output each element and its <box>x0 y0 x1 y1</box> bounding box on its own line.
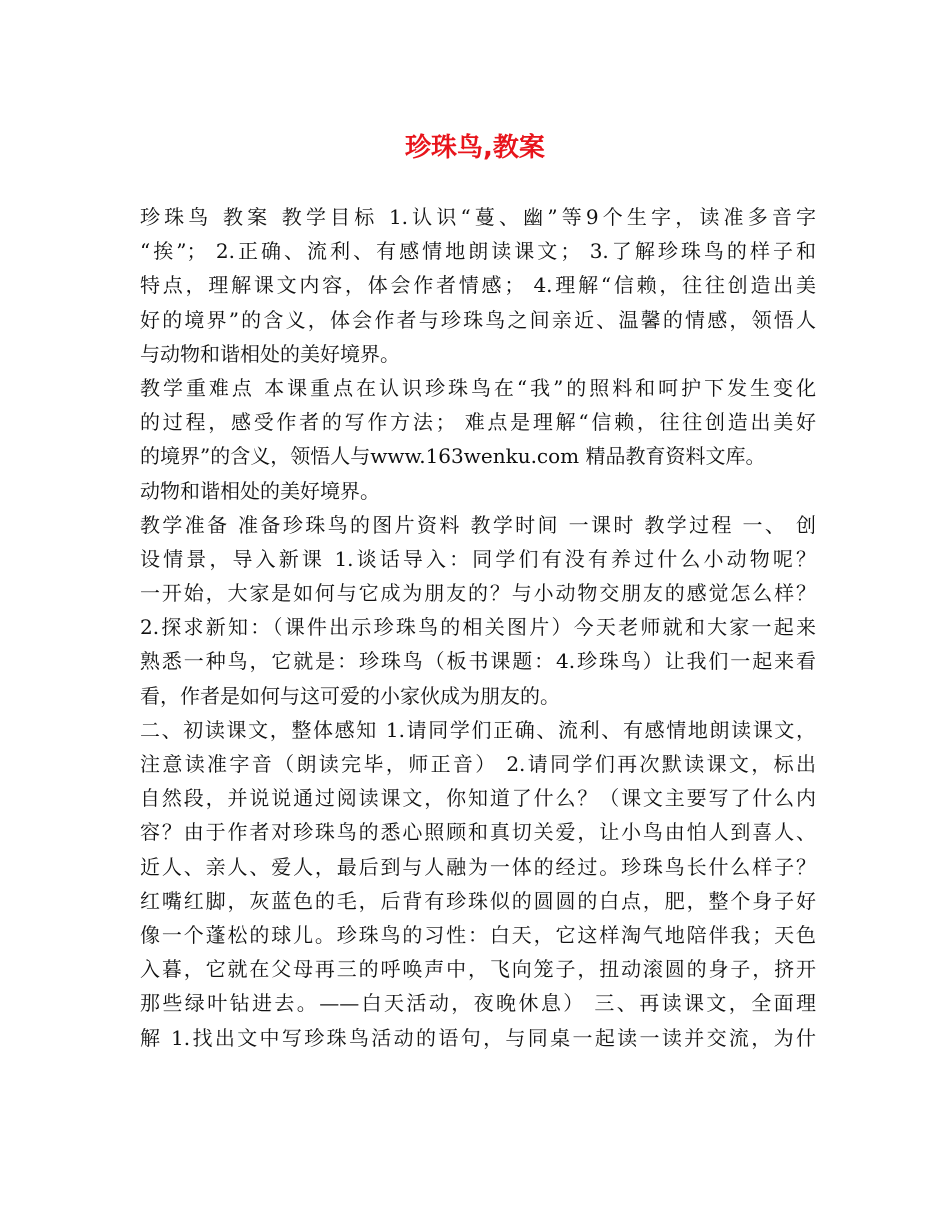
text-line: 像一个蓬松的球儿。珍珠鸟的习性：白天，它这样淘气地陪伴我；天色 <box>140 922 816 947</box>
text-line: 与动物和谐相处的美好境界。 <box>140 341 400 366</box>
text-line: 珍珠鸟 教案 教学目标 1.认识“蔓、幽”等9个生字，读准多音字 <box>140 205 816 229</box>
text-line: 近人、亲人、爱人，最后到与人融为一体的经过。珍珠鸟长什么样子？ <box>140 854 816 879</box>
text-line: 2.探求新知：（课件出示珍珠鸟的相关图片）今天老师就和大家一起来 <box>140 615 816 640</box>
text-line: 好的境界”的含义，体会作者与珍珠鸟之间亲近、温馨的情感，领悟人 <box>140 307 816 332</box>
text-line: 自然段，并说说通过阅读课文，你知道了什么？（课文主要写了什么内 <box>140 786 816 811</box>
text-line: 一开始，大家是如何与它成为朋友的？与小动物交朋友的感觉怎么样？ <box>140 581 816 606</box>
text-line: “挨”； 2.正确、流利、有感情地朗读课文； 3.了解珍珠鸟的样子和 <box>140 239 816 264</box>
document-title: 珍珠鸟,教案 <box>405 133 545 163</box>
text-line: 的过程，感受作者的写作方法； 难点是理解“信赖，往往创造出美好 <box>140 410 816 435</box>
text-line: 看，作者是如何与这可爱的小家伙成为朋友的。 <box>140 683 560 708</box>
text-line: 的境界”的含义，领悟人与www.163wenku.com 精品教育资料文库。 <box>140 444 766 469</box>
text-line: 教学准备 准备珍珠鸟的图片资料 教学时间 一课时 教学过程 一、 创 <box>140 512 816 537</box>
text-line: 二、初读课文，整体感知 1.请同学们正确、流利、有感情地朗读课文， <box>140 717 816 742</box>
text-line: 入暮，它就在父母再三的呼唤声中，飞向笼子，扭动滚圆的身子，挤开 <box>140 957 816 982</box>
text-line: 熟悉一种鸟，它就是：珍珠鸟（板书课题：4.珍珠鸟）让我们一起来看 <box>140 649 816 674</box>
document-body <box>140 200 816 1055</box>
text-line: 红嘴红脚，灰蓝色的毛，后背有珍珠似的圆圆的白点，肥，整个身子好 <box>140 888 816 913</box>
text-line: 解 1.找出文中写珍珠鸟活动的语句，与同桌一起读一读并交流，为什 <box>140 1025 816 1050</box>
text-line: 注意读准字音（朗读完毕，师正音） 2.请同学们再次默读课文，标出 <box>140 752 816 776</box>
text-line: 动物和谐相处的美好境界。 <box>140 478 380 503</box>
text-line: 容？由于作者对珍珠鸟的悉心照顾和真切关爱，让小鸟由怕人到喜人、 <box>140 820 816 845</box>
text-line: 那些绿叶钻进去。——白天活动，夜晚休息） 三、再读课文，全面理 <box>140 991 816 1016</box>
text-line: 教学重难点 本课重点在认识珍珠鸟在“我”的照料和呵护下发生变化 <box>140 375 816 400</box>
text-line: 设情景，导入新课 1.谈话导入：同学们有没有养过什么小动物呢？ <box>140 546 816 571</box>
text-line: 特点，理解课文内容，体会作者情感； 4.理解“信赖，往往创造出美 <box>140 273 816 298</box>
